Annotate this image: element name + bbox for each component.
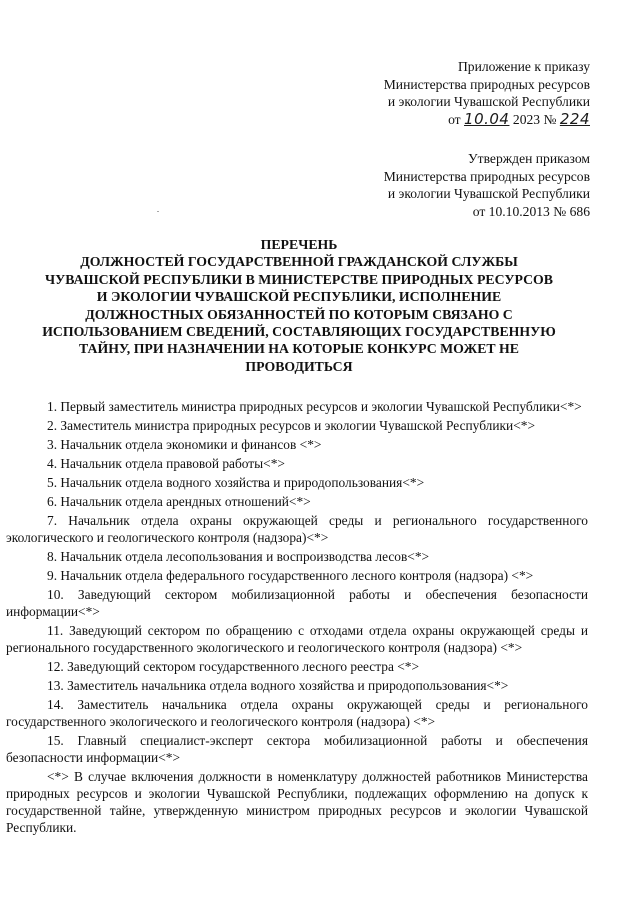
approved-line-1: Утвержден приказом bbox=[468, 151, 590, 166]
approved-line-3: и экологии Чувашской Республики bbox=[387, 186, 590, 201]
title-line: ПЕРЕЧЕНЬ bbox=[260, 237, 338, 252]
list-item: 14. Заместитель начальника отдела охраны окружающей среды и регионального государственного экологического и геологического контроля (надзора) <*> bbox=[6, 697, 588, 729]
stray-mark: . bbox=[157, 205, 159, 214]
list-item: 12. Заведующий сектором государственного лесного реестра <*> bbox=[47, 659, 420, 674]
list-item: 2. Заместитель министра природных ресурсов и экологии Чувашской Республики<*> bbox=[47, 418, 535, 433]
list-item: 6. Начальник отдела арендных отношений<*> bbox=[47, 494, 311, 509]
approved-line-2: Министерства природных ресурсов bbox=[383, 168, 590, 184]
title-line: И ЭКОЛОГИИ ЧУВАШСКОЙ РЕСПУБЛИКИ, ИСПОЛНЕНИЕ bbox=[96, 289, 502, 305]
appendix-date-line bbox=[384, 111, 590, 129]
positions-list bbox=[6, 398, 588, 838]
appendix-line-3: и экологии Чувашской Республики bbox=[387, 94, 590, 109]
appendix-line-2: Министерства природных ресурсов bbox=[383, 76, 590, 92]
year-number-label: 2023 № bbox=[512, 111, 557, 127]
appendix-header bbox=[384, 58, 590, 128]
document-title bbox=[10, 236, 588, 375]
footnote: <*> В случае включения должности в номенклатуру должностей работников Министерства природных ресурсов и экологии Чувашской Республики, подлежащих оформлению на допуск к государственной тайне, утвержденную министром природных ресурсов и экологии Чувашской Республики. bbox=[6, 769, 588, 835]
title-line: ДОЛЖНОСТНЫХ ОБЯЗАННОСТЕЙ ПО КОТОРЫМ СВЯЗАНО С bbox=[85, 306, 513, 322]
date-prefix: от bbox=[448, 111, 461, 127]
title-line: ИСПОЛЬЗОВАНИЕМ СВЕДЕНИЙ, СОСТАВЛЯЮЩИХ ГОСУДАРСТВЕННУЮ bbox=[42, 324, 556, 340]
list-item: 4. Начальник отдела правовой работы<*> bbox=[47, 456, 285, 471]
list-item: 11. Заведующий сектором по обращению с отходами отдела охраны окружающей среды и регионального государственного экологического и геологического контроля (надзора) <*> bbox=[6, 623, 588, 655]
approved-line-4: от 10.10.2013 № 686 bbox=[472, 203, 590, 219]
title-line: ТАЙНУ, ПРИ НАЗНАЧЕНИИ НА КОТОРЫЕ КОНКУРС МОЖЕТ НЕ bbox=[78, 341, 519, 357]
list-item: 13. Заместитель начальника отдела водного хозяйства и природопользования<*> bbox=[47, 678, 509, 693]
list-item: 7. Начальник отдела охраны окружающей среды и регионального государственного экологического и геологического контроля (надзора)<*> bbox=[6, 513, 588, 545]
handwritten-date: 10.04 bbox=[464, 109, 510, 128]
list-item: 15. Главный специалист-эксперт сектора мобилизационной работы и обеспечения безопасности информации<*> bbox=[6, 733, 588, 765]
list-item: 9. Начальник отдела федерального государственного лесного контроля (надзора) <*> bbox=[47, 568, 534, 583]
list-item: 5. Начальник отдела водного хозяйства и природопользования<*> bbox=[47, 475, 425, 490]
title-line: ДОЛЖНОСТЕЙ ГОСУДАРСТВЕННОЙ ГРАЖДАНСКОЙ СЛУЖБЫ bbox=[80, 254, 518, 270]
list-item: 3. Начальник отдела экономики и финансов <*> bbox=[47, 437, 322, 452]
approved-header bbox=[384, 150, 590, 220]
appendix-line-1: Приложение к приказу bbox=[457, 59, 590, 74]
list-item: 10. Заведующий сектором мобилизационной работы и обеспечения безопасности информации<*> bbox=[6, 587, 588, 619]
handwritten-number: 224 bbox=[559, 109, 590, 128]
list-item: 8. Начальник отдела лесопользования и воспроизводства лесов<*> bbox=[47, 549, 430, 564]
title-line: ПРОВОДИТЬСЯ bbox=[245, 358, 353, 374]
list-item: 1. Первый заместитель министра природных ресурсов и экологии Чувашской Республики<*> bbox=[47, 399, 582, 414]
title-line: ЧУВАШСКОЙ РЕСПУБЛИКИ В МИНИСТЕРСТВЕ ПРИРОДНЫХ РЕСУРСОВ bbox=[44, 271, 553, 287]
